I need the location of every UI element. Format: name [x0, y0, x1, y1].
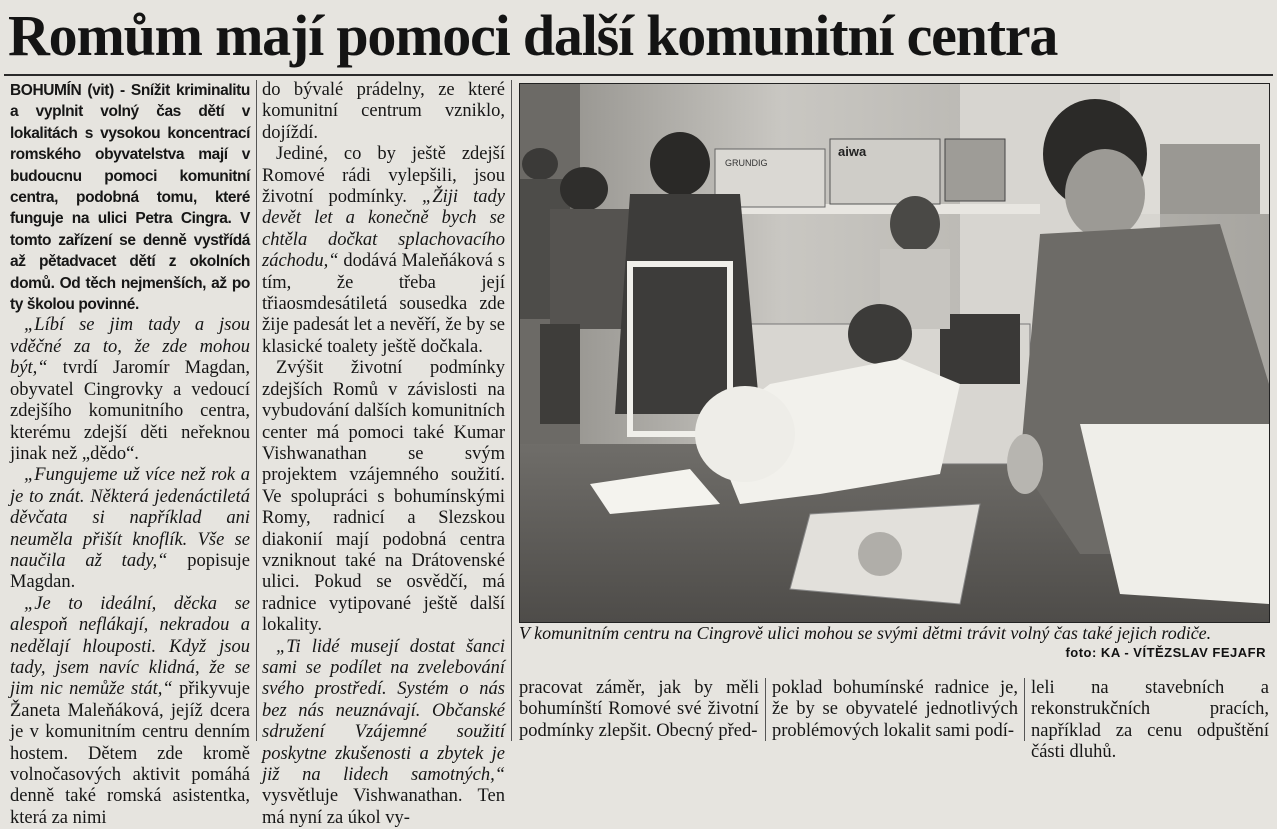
headline-rule: [4, 74, 1273, 76]
article-column-3: [519, 678, 759, 741]
article-column-4: [772, 678, 1018, 741]
box-label-grundig: GRUNDIG: [725, 158, 768, 168]
article-column-5: [1031, 678, 1269, 763]
article-column-1: [10, 80, 250, 828]
paragraph: „Fungujeme už více než rok a je to znát. Některá jedenáctiletá děvčata si například ani neuměla přišít knoflík. Vše se naučila až tady,“ popisuje Magdan.: [10, 465, 250, 593]
column-divider: [1024, 678, 1025, 741]
paragraph: poklad bohumínské radnice je, že by se obyvatelé jednotlivých problémových lokalit sami podí-: [772, 678, 1018, 741]
column-divider: [511, 80, 512, 741]
box-label-aiwa: aiwa: [838, 144, 867, 159]
paragraph: „Ti lidé musejí dostat šanci sami se podílet na zvelebování svého prostředí. Systém o nás bez nás neuznávají. Občanské sdružení Vzájemné soužití poskytne zkušenosti a zbytek je již na lidech samotných,“ vysvětluje Vishwanathan. Ten má nyní za úkol vy-: [262, 636, 505, 828]
article-headline: Romům mají pomoci další komunitní centra: [8, 3, 1058, 68]
column-divider: [256, 80, 257, 741]
paragraph: Jediné, co by ještě zdejší Romové rádi vylepšili, jsou životní podmínky. „Žiji tady devět let a konečně bych se chtěla dočkat splachovacího záchodu,“ dodává Maleňáková s tím, že třeba její třiaosmdesátiletá sousedka zde žije padesát let a nevěří, že by se klasické toalety ještě dočkala.: [262, 144, 505, 357]
article-photo: [519, 83, 1270, 623]
photo-credit: foto: KA - VÍTĚZSLAV FEJAFR: [1065, 645, 1266, 660]
paragraph: Zvýšit životní podmínky zdejších Romů v závislosti na vybudování dalších komunitních center má pomoci také Kumar Vishwanathan se svým projektem vzájemného soužití. Ve spolupráci s bohumínskými Romy, radnicí a Slezskou diakonií mají podobná centra vzniknout také na Drátovenské ulici. Pokud se osvědčí, má radnice vytipované ještě další lokality.: [262, 358, 505, 636]
photo-caption: V komunitním centru na Cingrově ulici mohou se svými dětmi trávit volný čas také jejich rodiče.: [519, 623, 1212, 643]
column-divider: [765, 678, 766, 741]
photo-illustration: [520, 84, 1269, 622]
article-column-2: [262, 80, 505, 828]
paragraph: „Je to ideální, děcka se alespoň neflákají, nekradou a nedělají hlouposti. Když jsou tady, jsem navíc klidná, že se jim nic nemůže stát,“ přikyvuje Žaneta Maleňáková, jejíž dcera je v komunitním centru denním hostem. Dětem zde kromě volnočasových aktivit pomáhá denně také romská asistentka, která za nimi: [10, 593, 250, 828]
article-lead: BOHUMÍN (vit) - Snížit kriminalitu a vyplnit volný čas dětí v lokalitách s vysokou koncentrací romského obyvatelstva mají v budoucnu pomoci komunitní centra, podobná tomu, které funguje na ulici Petra Cingra. V tomto zařízení se denně vystřídá až pětadvacet dětí z okolních domů. Od těch nejmenších, až po ty školou povinné.: [10, 82, 250, 314]
paragraph: „Líbí se jim tady a jsou vděčné za to, že zde mohou být,“ tvrdí Jaromír Magdan, obyvatel Cingrovky a vedoucí zdejšího komunitního centra, kterému zdejší děti neřeknou jinak než „dědo“.: [10, 315, 250, 464]
paragraph: pracovat záměr, jak by měli bohumínští Romové své životní podmínky zlepšit. Obecný před-: [519, 678, 759, 741]
paragraph: do bývalé prádelny, ze které komunitní centrum vzniklo, dojíždí.: [262, 80, 505, 143]
paragraph: leli na stavebních a rekonstrukčních pracích, například za cenu odpuštění části dluhů.: [1031, 678, 1269, 763]
